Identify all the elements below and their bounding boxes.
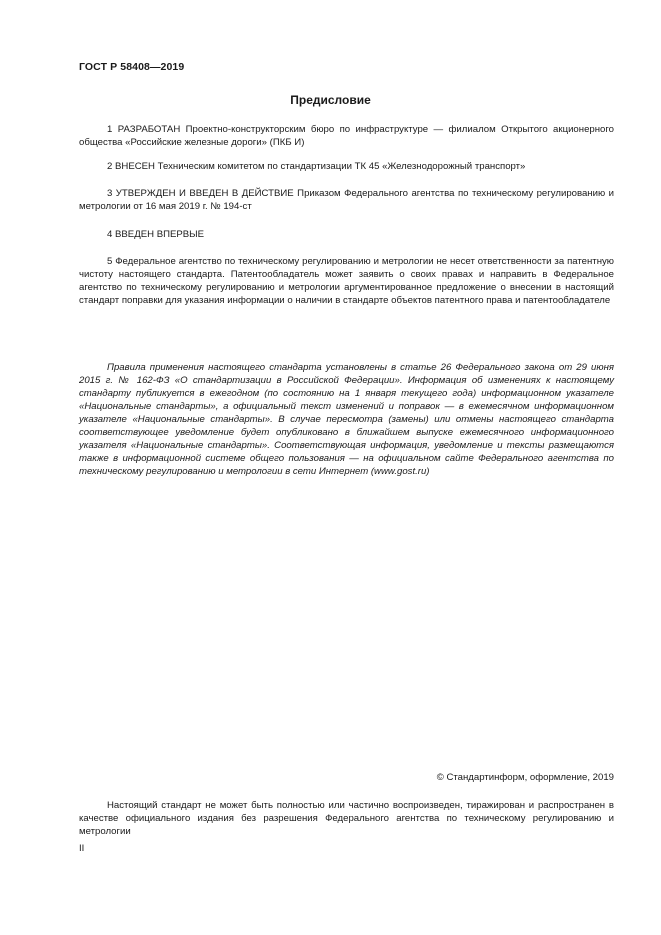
paragraph-text: 5 Федеральное агентство по техническому регулированию и метрологии не несет ответственности за патентную чистоту настоящего стандарта. Патентообладатель может заявить о своих правах и направить в Федеральное агентство по техническому регулированию и метрологии аргументированное предложение о внесении в настоящий стандарт поправки для указания информации о наличии в стандарте объектов патентного права и патентообладателе [79,256,614,306]
paragraph-text: 1 РАЗРАБОТАН Проектно-конструкторским бюро по инфраструктуре — филиалом Открытого акционерного общества «Российские железные дороги» (ПКБ И) [79,124,614,148]
paragraph-developed [79,123,614,149]
notice-text: Правила применения настоящего стандарта установлены в статье 26 Федерального закона от 29 июня 2015 г. № 162-ФЗ «О стандартизации в Российской Федерации». Информация об изменениях к настоящему стандарту публикуется в ежегодном (по состоянию на 1 января текущего года) информационном указателе «Национальные стандарты», а официальный текст изменений и поправок — в ежемесячном информационном указателе «Национальные стандарты». В случае пересмотра (замены) или отмены настоящего стандарта соответствующее уведомление будет опубликовано в ближайшем выпуске ежемесячного информационного указателя «Национальные стандарты». Соответствующая информация, уведомление и тексты размещаются также в информационной системе общего пользования — на официальном сайте Федерального агентства по техническому регулированию и метрологии в сети Интернет (www.gost.ru) [79,362,614,477]
restriction-text: Настоящий стандарт не может быть полностью или частично воспроизведен, тиражирован и распространен в качестве официального издания без разрешения Федерального агентства по техническому регулированию и метрологии [79,800,614,837]
paragraph-text: 4 ВВЕДЕН ВПЕРВЫЕ [107,229,205,240]
paragraph-text: 2 ВНЕСЕН Техническим комитетом по стандартизации ТК 45 «Железнодорожный транспорт» [107,161,526,172]
paragraph-introduced [79,160,614,173]
paragraph-first-introduced [79,228,614,241]
paragraph-patent [79,255,614,307]
copyright-line: © Стандартинформ, оформление, 2019 [436,772,614,783]
application-rules-notice [79,361,614,478]
document-code: ГОСТ Р 58408—2019 [79,61,185,73]
paragraph-approved [79,187,614,213]
page-number: II [79,843,85,854]
page-title: Предисловие [290,93,371,107]
paragraph-text: 3 УТВЕРЖДЕН И ВВЕДЕН В ДЕЙСТВИЕ Приказом Федерального агентства по техническому регулированию и метрологии от 16 мая 2019 г. № 194-ст [79,188,614,212]
reproduction-restriction [79,799,614,838]
